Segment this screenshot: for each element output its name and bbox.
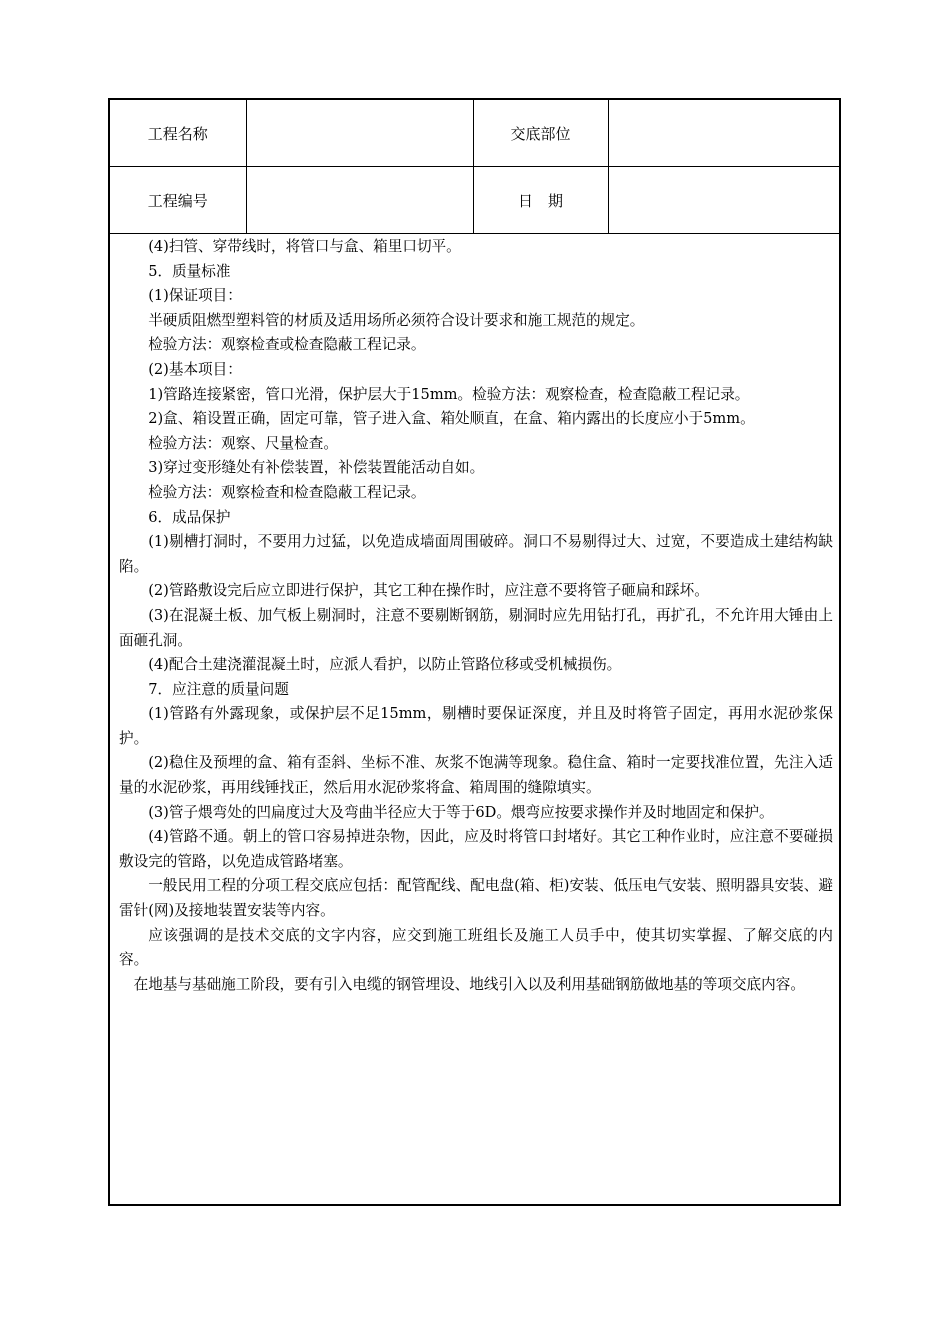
content-body bbox=[119, 235, 833, 997]
header-row-1 bbox=[110, 100, 839, 167]
paragraph: (4)管路不通。朝上的管口容易掉进杂物，因此，应及时将管口封堵好。其它工种作业时，应注意不要碰损敷设完的管路，以免造成管路堵塞。 bbox=[119, 828, 833, 870]
paragraph: (1)保证项目： bbox=[148, 287, 242, 305]
section-heading: 6．成品保护 bbox=[148, 508, 231, 526]
paragraph: 应该强调的是技术交底的文字内容，应交到施工班组长及施工人员手中，使其切实掌握、了解交底的内容。 bbox=[119, 926, 833, 969]
disclosure-sheet bbox=[108, 98, 841, 1206]
project-no-value[interactable] bbox=[246, 167, 473, 234]
header-row-2 bbox=[110, 167, 839, 234]
paragraph: (4)扫管、穿带线时，将管口与盒、箱里口切平。 bbox=[148, 238, 461, 255]
paragraph: 3)穿过变形缝处有补偿装置，补偿装置能活动自如。 bbox=[148, 459, 485, 477]
section-heading: 5．质量标准 bbox=[148, 262, 231, 280]
paragraph: (2)基本项目： bbox=[148, 360, 242, 378]
paragraph: 半硬质阻燃型塑料管的材质及适用场所必须符合设计要求和施工规范的规定。 bbox=[148, 311, 645, 329]
paragraph: (1)管路有外露现象，或保护层不足15mm，剔槽时要保证深度，并且及时将管子固定，再用水泥砂浆保护。 bbox=[119, 705, 833, 747]
paragraph: (2)稳住及预埋的盒、箱有歪斜、坐标不准、灰浆不饱满等现象。稳住盒、箱时一定要找准位置，先注入适量的水泥砂浆，再用线锤找正，然后用水泥砂浆将盒、箱周围的缝隙填实。 bbox=[119, 754, 833, 797]
paragraph: 检验方法：观察检查或检查隐蔽工程记录。 bbox=[148, 336, 426, 354]
location-label: 交底部位 bbox=[473, 100, 608, 167]
location-value[interactable] bbox=[608, 100, 839, 167]
paragraph: (4)配合土建浇灌混凝土时，应派人看护，以防止管路位移或受机械损伤。 bbox=[148, 656, 622, 674]
paragraph: 2)盒、箱设置正确，固定可靠，管子进入盒、箱处顺直，在盒、箱内露出的长度应小于5mm。 bbox=[148, 410, 755, 428]
paragraph: 检验方法：观察、尺量检查。 bbox=[148, 434, 338, 452]
project-name-label: 工程名称 bbox=[110, 100, 246, 167]
project-name-value[interactable] bbox=[246, 100, 473, 167]
paragraph: 1)管路连接紧密，管口光滑，保护层大于15mm。检验方法：观察检查，检查隐蔽工程记录。 bbox=[148, 385, 750, 403]
project-no-label: 工程编号 bbox=[110, 167, 246, 234]
paragraph: (1)剔槽打洞时，不要用力过猛，以免造成墙面周围破碎。洞口不易剔得过大、过宽，不要造成土建结构缺陷。 bbox=[119, 533, 833, 575]
paragraph: (3)管子煨弯处的凹扁度过大及弯曲半径应大于等于6D。煨弯应按要求操作并及时地固定和保护。 bbox=[148, 803, 774, 821]
paragraph: (2)管路敷设完后应立即进行保护，其它工种在操作时，应注意不要将管子砸扁和踩坏。 bbox=[148, 582, 709, 600]
date-value[interactable] bbox=[608, 167, 839, 234]
date-label: 日 期 bbox=[473, 167, 608, 234]
header-table bbox=[110, 100, 839, 234]
paragraph: 一般民用工程的分项工程交底应包括：配管配线、配电盘(箱、柜)安装、低压电气安装、照明器具安装、避雷针(网)及接地装置安装等内容。 bbox=[119, 877, 833, 920]
paragraph: (3)在混凝土板、加气板上剔洞时，注意不要剔断钢筋，剔洞时应先用钻打孔，再扩孔，不允许用大锤由上面砸孔洞。 bbox=[119, 606, 833, 649]
paragraph: 在地基与基础施工阶段，要有引入电缆的钢管埋设、地线引入以及利用基础钢筋做地基的等项交底内容。 bbox=[133, 975, 805, 993]
paragraph: 检验方法：观察检查和检查隐蔽工程记录。 bbox=[148, 483, 426, 501]
section-heading: 7．应注意的质量问题 bbox=[148, 680, 289, 698]
